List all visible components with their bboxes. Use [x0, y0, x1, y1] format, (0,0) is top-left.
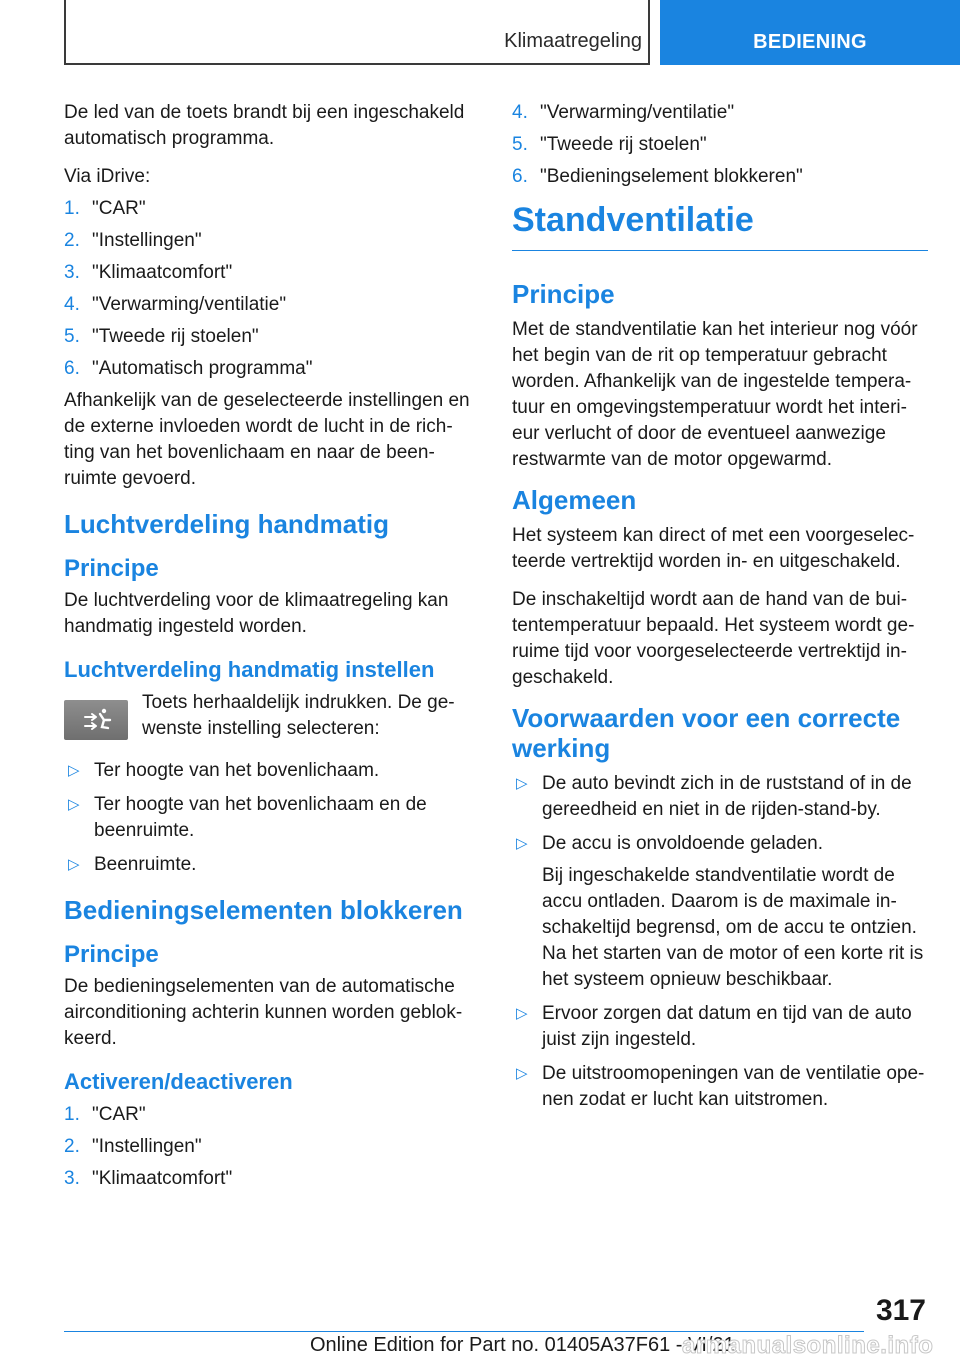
- heading-principe: Principe: [512, 279, 615, 309]
- step-item: [64, 1134, 470, 1160]
- step-number: 5.: [512, 134, 528, 155]
- step-number: 4.: [512, 102, 528, 123]
- footer-edition: Online Edition for Part no. 01405A37F61 - VI/21: [310, 1334, 735, 1356]
- step-item: [512, 100, 928, 126]
- paragraph-luchtverdeling: De luchtverdeling voor de klimaatregeling kan handmatig ingesteld worden.: [64, 590, 449, 637]
- step-text: "Instellingen": [92, 1136, 202, 1157]
- list-item-text: De auto bevindt zich in de ruststand of in de gereedheid en niet in de rijden-stand-by.: [542, 773, 912, 820]
- step-item: [64, 196, 470, 222]
- triangle-right-icon: ▷: [516, 1065, 528, 1082]
- key-instruction: [64, 690, 470, 742]
- idrive-steps-list: [64, 196, 470, 382]
- list-item-subtext: Bij ingeschakelde standventilatie wordt de accu ontladen. Daarom is de maximale inschakeltijd begrensd, om de accu te ontzien. Na het starten van de motor of een korte rit is het systeem opnieuw beschikbaar.: [542, 865, 924, 990]
- heading-principe: Principe: [64, 941, 159, 968]
- triangle-right-icon: ▷: [516, 835, 528, 852]
- triangle-right-icon: ▷: [516, 775, 528, 792]
- paragraph-via-idrive: Via iDrive:: [64, 166, 151, 187]
- triangle-right-icon: ▷: [516, 1005, 528, 1022]
- step-item: [64, 1102, 470, 1128]
- list-item: [64, 852, 470, 878]
- right-column: [512, 100, 928, 1121]
- step-item: [64, 228, 470, 254]
- activeren-steps-continued: [512, 100, 928, 190]
- paragraph-algemeen-1: Het systeem kan direct of met een voorgeselecteerde vertrektijd worden in- en uitgeschakeld.: [512, 525, 915, 572]
- step-item: [512, 164, 928, 190]
- step-number: 6.: [512, 166, 528, 187]
- paragraph-algemeen-2: De inschakeltijd wordt aan de hand van de buitentemperatuur bepaald. Het systeem wordt geruime tijd voor voorgeselecteerde vertrektijd ingeschakeld.: [512, 589, 915, 688]
- step-number: 2.: [64, 230, 80, 251]
- step-text: "Instellingen": [92, 230, 202, 251]
- heading-voorwaarden: Voorwaarden voor een correcte werking: [512, 703, 901, 763]
- step-text: "CAR": [92, 198, 146, 219]
- paragraph-standventilatie: Met de standventilatie kan het interieur nog vóór het begin van de rit op temperatuur gebracht worden. Afhankelijk van de ingestelde temperatuur en omgevingstemperatuur wordt het interieur verlucht of door de eventueel aanwezige restwarmte van de motor opgewarmd.: [512, 319, 918, 470]
- list-item-text: Ter hoogte van het bovenlichaam.: [94, 760, 380, 781]
- list-item-text: Ervoor zorgen dat datum en tijd van de auto juist zijn ingesteld.: [542, 1003, 912, 1050]
- paragraph-led: De led van de toets brandt bij een ingeschakeld automatisch programma.: [64, 102, 465, 149]
- step-number: 5.: [64, 326, 80, 347]
- step-item: [64, 260, 470, 286]
- step-text: "Klimaatcomfort": [92, 262, 233, 283]
- step-text: "Tweede rij stoelen": [92, 326, 259, 347]
- step-number: 1.: [64, 198, 80, 219]
- list-item-text: Ter hoogte van het bovenlichaam en de beenruimte.: [94, 794, 427, 841]
- list-item: [64, 792, 470, 844]
- list-item: [64, 758, 470, 784]
- list-item-text: Beenruimte.: [94, 854, 197, 875]
- step-text: "Verwarming/ventilatie": [540, 102, 735, 123]
- heading-luchtverdeling-instellen: Luchtverdeling handmatig instellen: [64, 657, 435, 682]
- left-column: [64, 100, 470, 1198]
- triangle-right-icon: ▷: [68, 796, 80, 813]
- heading-luchtverdeling-handmatig: Luchtverdeling handmatig: [64, 509, 390, 539]
- list-item-body: [542, 831, 928, 993]
- key-instruction-text: Toets herhaaldelijk indrukken. De gewenste instelling selecteren:: [142, 692, 455, 739]
- heading-bedieningselementen-blokkeren: Bedieningselementen blokkeren: [64, 895, 463, 925]
- step-item: [64, 324, 470, 350]
- step-number: 6.: [64, 358, 80, 379]
- step-number: 1.: [64, 1104, 80, 1125]
- heading-standventilatie: Standventilatie: [512, 200, 928, 251]
- list-item: [512, 831, 928, 993]
- list-item: [512, 771, 928, 823]
- activeren-steps-list: [64, 1102, 470, 1192]
- heading-principe: Principe: [64, 555, 159, 582]
- list-item-text: De accu is onvoldoende geladen.: [542, 833, 823, 854]
- header-section-title: Klimaatregeling: [504, 30, 642, 52]
- step-text: "Klimaatcomfort": [92, 1168, 233, 1189]
- voorwaarden-list: [512, 771, 928, 1113]
- list-item: [512, 1001, 928, 1053]
- step-number: 2.: [64, 1136, 80, 1157]
- triangle-right-icon: ▷: [68, 762, 80, 779]
- header-chapter-tab: [660, 0, 960, 65]
- step-text: "CAR": [92, 1104, 146, 1125]
- paragraph-afhankelijk: Afhankelijk van de geselecteerde instellingen en de externe invloeden wordt de lucht in de richting van het bovenlichaam en naar de beenruimte gevoerd.: [64, 390, 470, 489]
- header-section-tab: [64, 0, 650, 65]
- air-distribution-icon: [64, 700, 128, 740]
- page-number: 317: [875, 1294, 926, 1327]
- watermark-logo: armanualsonline.info: [682, 1332, 934, 1359]
- step-number: 3.: [64, 1168, 80, 1189]
- air-distribution-options: [64, 758, 470, 878]
- step-item: [512, 132, 928, 158]
- heading-algemeen: Algemeen: [512, 485, 637, 515]
- step-item: [64, 356, 470, 382]
- paragraph-blokkeren: De bedieningselementen van de automatische airconditioning achterin kunnen worden geblokkeerd.: [64, 976, 463, 1049]
- step-item: [64, 292, 470, 318]
- header-chapter-title: BEDIENING: [753, 31, 867, 53]
- list-item-text: De uitstroomopeningen van de ventilatie openen zodat er lucht kan uitstromen.: [542, 1063, 925, 1110]
- heading-activeren-deactiveren: Activeren/deactiveren: [64, 1069, 293, 1094]
- step-text: "Verwarming/ventilatie": [92, 294, 287, 315]
- step-text: "Tweede rij stoelen": [540, 134, 707, 155]
- list-item: [512, 1061, 928, 1113]
- step-number: 4.: [64, 294, 80, 315]
- step-text: "Automatisch programma": [92, 358, 313, 379]
- step-item: [64, 1166, 470, 1192]
- step-number: 3.: [64, 262, 80, 283]
- step-text: "Bedieningselement blokkeren": [540, 166, 803, 187]
- triangle-right-icon: ▷: [68, 856, 80, 873]
